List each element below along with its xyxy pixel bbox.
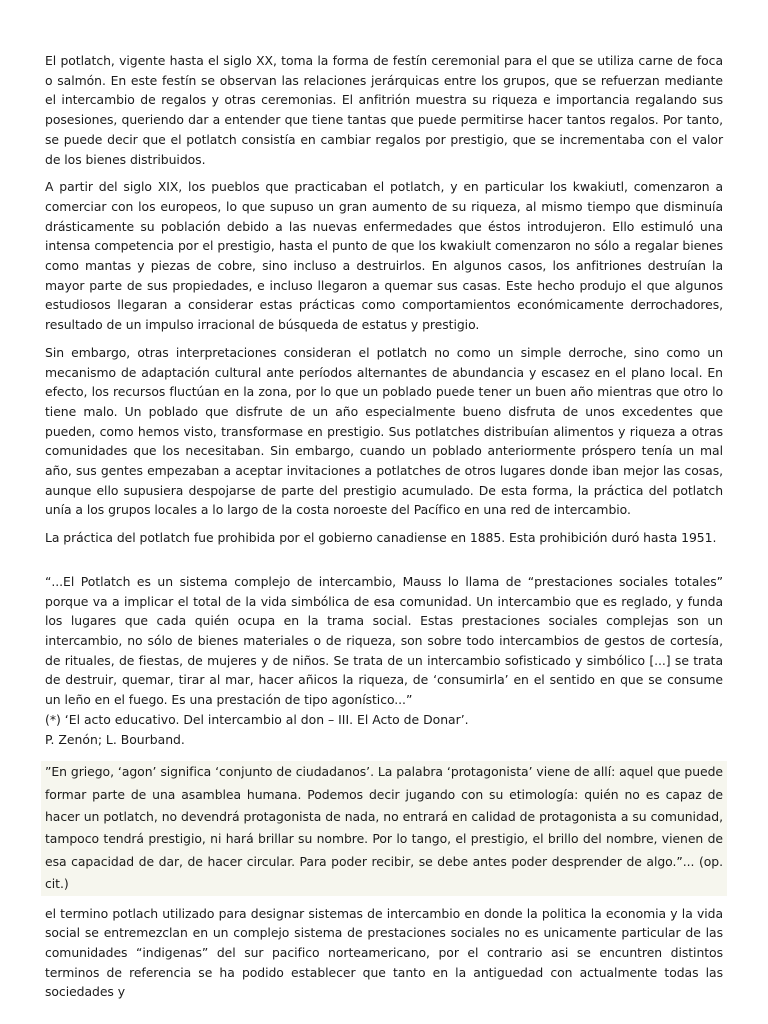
quote-agon-block [41, 761, 727, 895]
paragraph-kwakiutl-history: A partir del siglo XIX, los pueblos que practicaban el potlatch, y en particular los kwakiutl, comenzaron a comerciar con los europeos, lo que supuso un gran aumento de su riqueza, al mismo tiempo que disminuía drásticamente su población debido a las nuevas enfermedades que éstos introdujeron. Ello estimuló una intensa competencia por el prestigio, hasta el punto de que los kwakiult comenzaron no sólo a regalar bienes como mantas y piezas de cobre, sino incluso a destruirlos. En algunos casos, los anfitriones destruían la mayor parte de sus propiedades, e incluso llegaron a quemar sus casas. Este hecho produjo el que algunos estudiosos llegaran a considerar estas prácticas como comportamientos económicamente derrochadores, resultado de un impulso irracional de búsqueda de estatus y prestigio. [45, 179, 723, 333]
paragraph-prohibition: La práctica del potlatch fue prohibida por el gobierno canadiense en 1885. Esta prohibición duró hasta 1951. [45, 530, 717, 546]
paragraph-potlatch-intro: El potlatch, vigente hasta el siglo XX, toma la forma de festín ceremonial para el que se utiliza carne de foca o salmón. En este festín se observan las relaciones jerárquicas entre los grupos, que se refuerzan mediante el intercambio de regalos y otras ceremonias. El anfitrión muestra su riqueza e importancia regalando sus posesiones, queriendo dar a entender que tiene tantas que puede permitirse hacer tantos regalos. Por tanto, se puede decir que el potlatch consistía en cambiar regalos por prestigio, que se incrementaba con el valor de los bienes distribuidos. [45, 53, 723, 167]
paragraph-potlach-term: el termino potlach utilizado para designar sistemas de intercambio en donde la politica la economia y la vida social se entremezclan en un complejo sistema de prestaciones sociales no es unicamente particular de las comunidades “indigenas” del sur pacifico norteamericano, por el contrario asi se encuntren distintos terminos de referencia se ha podido establecer que tanto en la antiguedad con actualmente todas las sociedades y [45, 905, 723, 1000]
paragraph-adaptation-theory: Sin embargo, otras interpretaciones consideran el potlatch no como un simple derroche, sino como un mecanismo de adaptación cultural ante períodos alternantes de abundancia y escasez en el plano local. En efecto, los recursos fluctúan en la zona, por lo que un poblado puede tener un buen año mientras que otro lo tiene malo. Un poblado que disfrute de un año especialmente bueno disfruta de unos excedentes que pueden, como hemos visto, transformase en prestigio. Sus potlatches distribuían alimentos y riqueza a otras comunidades que los necesitaban. Sin embargo, cuando un poblado anteriormente próspero tenía un mal año, sus gentes empezaban a aceptar invitaciones a potlatches de otros lugares donde iban mejor las cosas, aunque ello supusiera despojarse de parte del prestigio acumulado. De esta forma, la práctica del potlatch unía a los grupos locales a lo largo de la costa noroeste del Pacífico en una red de intercambio. [45, 344, 723, 518]
quote-mauss-source: (*) ‘El acto educativo. Del intercambio al don – III. El Acto de Donar’. [45, 711, 469, 727]
quote-agon: ”En griego, ‘agon’ significa ‘conjunto de ciudadanos’. La palabra ‘protagonista’ viene de allí: aquel que puede formar parte de una asamblea humana. Podemos decir jugando con su etimología: quién no es capaz de hacer un potlatch, no devendrá protagonista de nada, no entrará en calidad de protagonista a su comunidad, tampoco tendrá prestigio, ni hará brillar su nombre. Por lo tango, el prestigio, el brillo del nombre, vienen de esa capacidad de dar, de hacer circular. Para poder recibir, se debe antes poder desprender de algo.”... (op. cit.) [45, 764, 723, 892]
quote-mauss-authors: P. Zenón; L. Bourband. [45, 731, 185, 747]
quote-mauss: “...El Potlatch es un sistema complejo de intercambio, Mauss lo llama de “prestaciones sociales totales” porque va a implicar el total de la vida simbólica de esa comunidad. Un intercambio que es reglado, y funda los lugares que cada quién ocupa en la trama social. Estas prestaciones sociales complejas son un intercambio, no sólo de bienes materiales o de riqueza, son sobre todo intercambios de gestos de cortesía, de rituales, de fiestas, de mujeres y de niños. Se trata de un intercambio sofisticado y simbólico [...] se trata de destruir, quemar, tirar al mar, hacer añicos la riqueza, de ‘consumirla’ en el sentido en que se consume un leño en el fuego. Es una prestación de tipo agonístico...” [45, 573, 723, 708]
